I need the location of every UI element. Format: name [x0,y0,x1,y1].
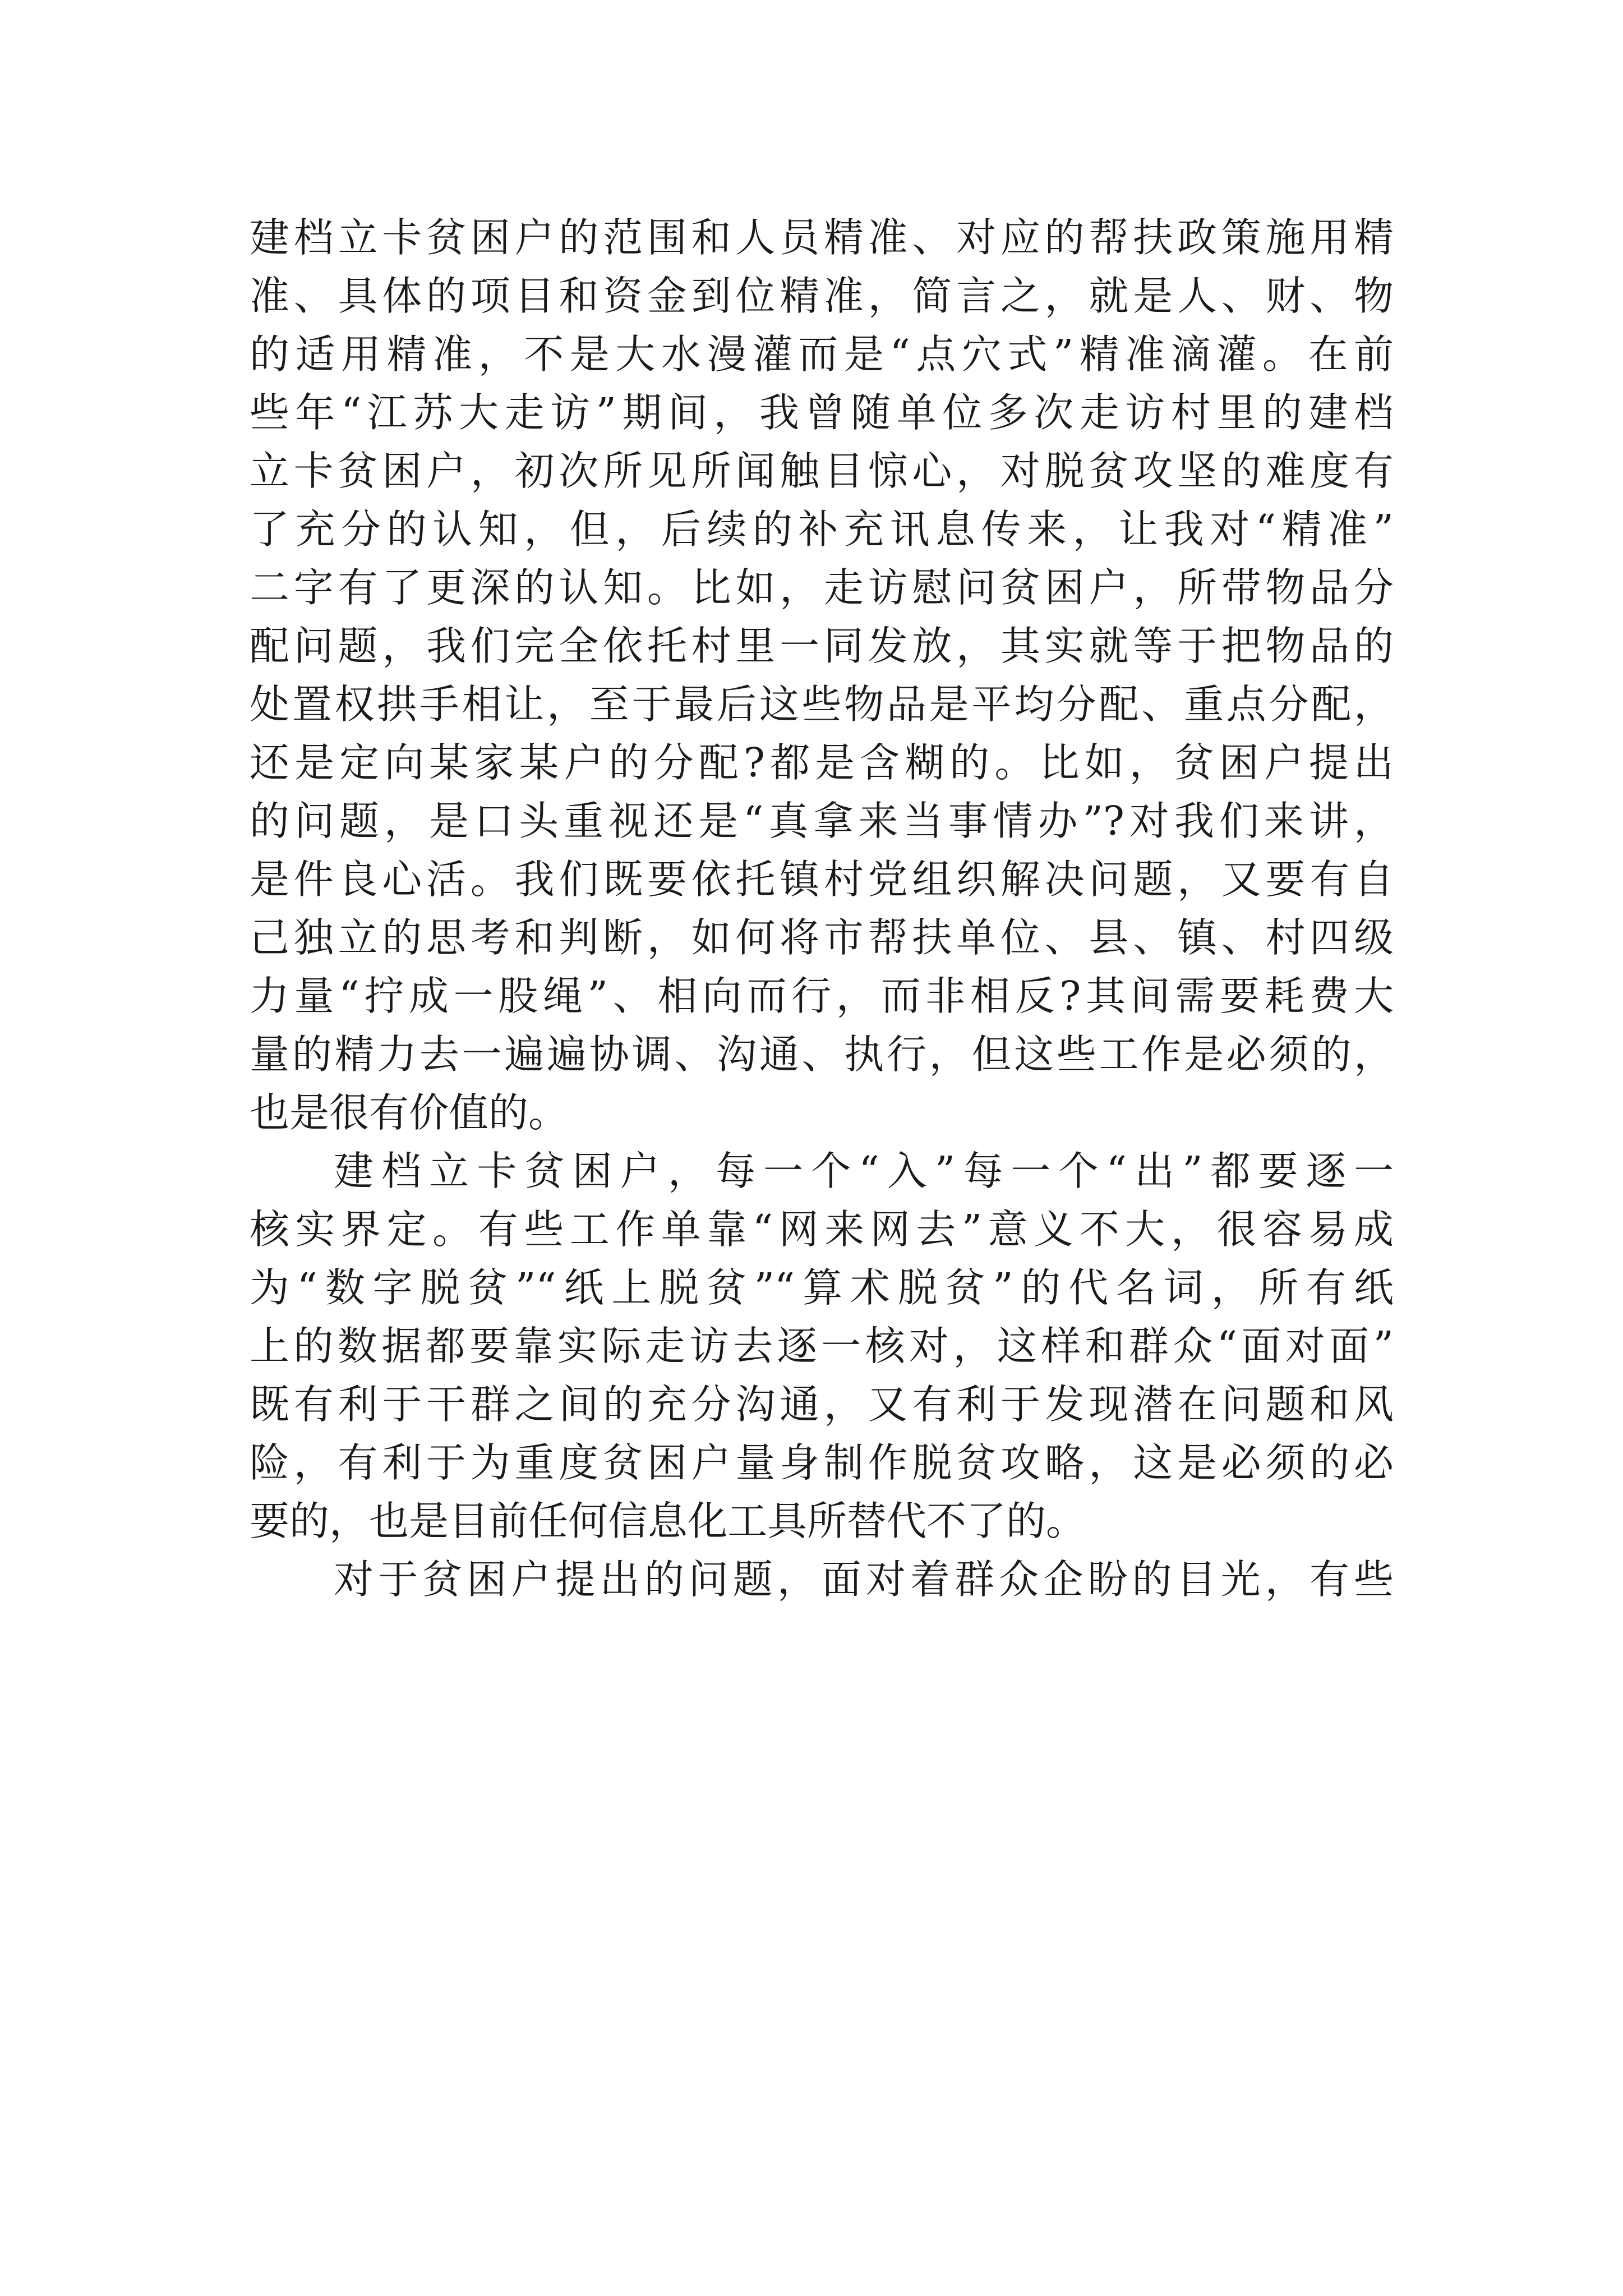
text-line: 的适用精准，不是大水漫灌而是“点穴式”精准滴灌。在前 [250,331,1394,378]
text-line: 核实界定。有些工作单靠“网来网去”意义不大，很容易成 [250,1206,1394,1253]
text-line: 既有利于干群之间的充分沟通，又有利于发现潜在问题和风 [250,1381,1394,1428]
text-line: 立卡贫困户，初次所见所闻触目惊心，对脱贫攻坚的难度有 [250,448,1394,494]
text-line: 了充分的认知，但，后续的补充讯息传来，让我对“精准” [250,506,1394,553]
text-line: 准、具体的项目和资金到位精准，简言之，就是人、财、物 [250,273,1394,319]
text-line: 己独立的思考和判断，如何将市帮扶单位、县、镇、村四级 [250,914,1394,961]
text-line: 些年“江苏大走访”期间，我曾随单位多次走访村里的建档 [250,389,1394,436]
text-line: 也是很有价值的。 [250,1089,569,1136]
text-line: 险，有利于为重度贫困户量身制作脱贫攻略，这是必须的必 [250,1439,1394,1486]
text-line: 对于贫困户提出的问题，面对着群众企盼的目光，有些 [334,1556,1394,1603]
text-line: 建档立卡贫困户的范围和人员精准、对应的帮扶政策施用精 [250,214,1394,261]
text-line: 为“数字脱贫”“纸上脱贫”“算术脱贫”的代名词，所有纸 [250,1264,1394,1311]
text-line: 的问题，是口头重视还是“真拿来当事情办”?对我们来讲， [250,798,1394,844]
text-line: 要的，也是目前任何信息化工具所替代不了的。 [250,1498,1086,1544]
text-line: 是件良心活。我们既要依托镇村党组织解决问题，又要有自 [250,856,1394,903]
text-line: 建档立卡贫困户，每一个“入”每一个“出”都要逐一 [334,1148,1394,1194]
text-line: 处置权拱手相让，至于最后这些物品是平均分配、重点分配， [250,681,1394,728]
text-line: 力量“拧成一股绳”、相向而行，而非相反?其间需要耗费大 [250,973,1394,1019]
body-text [250,209,1394,1609]
text-line: 上的数据都要靠实际走访去逐一核对，这样和群众“面对面” [250,1323,1394,1369]
text-line: 还是定向某家某户的分配?都是含糊的。比如，贫困户提出 [250,739,1394,786]
text-line: 二字有了更深的认知。比如，走访慰问贫困户，所带物品分 [250,564,1394,611]
text-line: 量的精力去一遍遍协调、沟通、执行，但这些工作是必须的， [250,1031,1394,1078]
text-line: 配问题，我们完全依托村里一同发放，其实就等于把物品的 [250,623,1394,669]
